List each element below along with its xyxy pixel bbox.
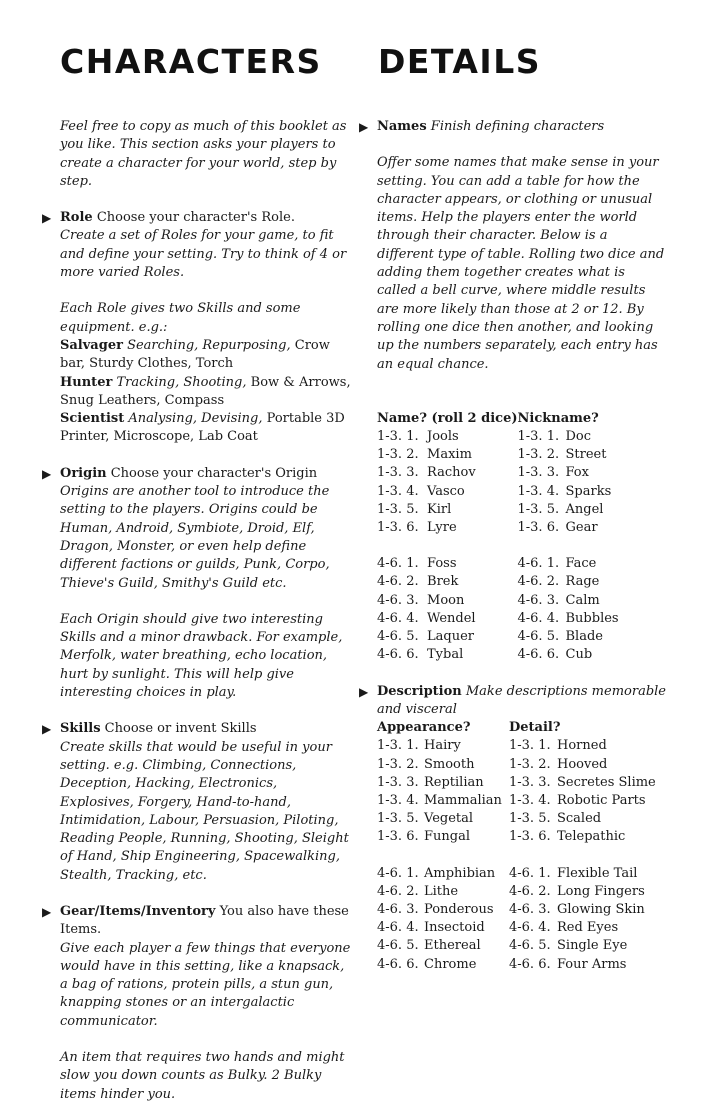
result-a: Insectoid [424,920,485,936]
table-row [377,592,619,610]
table-row [377,501,619,519]
result-a: Laquer [427,629,475,645]
table-row [377,792,656,810]
roll-a: 4-6. 2. [377,574,419,590]
roll-a: 4-6. 5. [377,938,419,954]
result-b: Calm [565,592,600,608]
result-a: Jools [427,429,459,445]
names-header-a: Name? (roll 2 dice) [377,410,518,426]
result-b: Long Fingers [557,883,645,899]
roll-b: 1-3. 3. [517,465,560,481]
roll-b: 4-6. 2. [509,883,551,899]
result-b: Flexible Tail [557,865,638,881]
roll-b: 1-3. 4. [517,483,560,499]
result-a: Fungal [424,829,470,845]
roll-b: 1-3. 2. [509,756,551,772]
result-a: Lithe [424,883,459,899]
result-b: Horned [557,738,607,754]
result-b: Robotic Parts [557,792,646,808]
result-a: Wendel [427,610,476,626]
roll-a: 4-6. 1. [377,556,419,572]
roll-a: 4-6. 4. [377,610,419,626]
result-b: Telepathic [557,829,626,845]
gear-desc2: An item that requires two hands and might slow you down counts as Bulky. 2 Bulky items hinder you. [60,1050,345,1102]
table-row [377,883,656,901]
description-section [359,683,667,720]
names-table [377,410,619,665]
roll-a: 4-6. 5. [377,629,419,645]
table-row [377,810,656,828]
result-b: Cub [565,647,593,663]
origin-desc: Origins are another tool to introduce the setting to the players. Origins could be Human, Android, Symbiote, Droid, Elf, Dragon, Monster, or even help define different factions or guilds, Punk, Corpo, Thieve's Guild, Smithy's Guild etc. [60,484,330,591]
roll-a: 1-3. 4. [377,792,419,808]
result-b: Angel [565,501,604,517]
result-b: Gear [565,520,598,536]
table-header [377,719,656,737]
table-row [377,865,656,883]
result-b: Hooved [557,756,608,772]
table-row [377,428,619,446]
result-a: Ponderous [424,901,494,917]
arrow-icon: ▶ [359,684,369,699]
result-a: Maxim [427,447,472,463]
roll-b: 4-6. 5. [517,629,560,645]
table-row [377,919,656,937]
page-title-details: DETAILS [378,42,541,81]
roll-a: 1-3. 5. [377,811,419,827]
skills-subtitle: Choose or invent Skills [104,721,257,737]
result-a: Vegetal [424,811,474,827]
names-label: Names [377,119,427,134]
table-row [377,573,619,591]
roll-b: 4-6. 1. [517,556,560,572]
gear-subtitle: You also have these Items. [60,903,349,938]
roll-a: 4-6. 6. [377,647,419,663]
gear-section [42,903,352,940]
result-b: Blade [565,629,603,645]
result-b: Red Eyes [557,920,619,936]
role-example: Scientist Analysing, Devising, Portable 3D Printer, Microscope, Lab Coat [60,411,345,445]
roll-a: 1-3. 5. [377,501,419,517]
roll-b: 1-3. 6. [509,829,551,845]
left-column [42,118,352,1104]
roll-b: 4-6. 5. [509,938,551,954]
result-a: Hairy [424,738,461,754]
roll-b: 4-6. 2. [517,574,560,590]
roll-b: 1-3. 1. [509,738,551,754]
roll-a: 4-6. 3. [377,592,419,608]
table-row [377,774,656,792]
roll-b: 1-3. 5. [509,811,551,827]
roll-b: 4-6. 1. [509,865,551,881]
roll-b: 1-3. 6. [517,520,560,536]
origin-label: Origin [60,465,107,481]
result-a: Amphibian [424,865,496,881]
roll-a: 1-3. 2. [377,756,419,772]
result-a: Mammalian [424,792,502,808]
table-row [377,956,656,974]
result-b: Single Eye [557,938,628,954]
table-row [377,610,619,628]
roll-a: 4-6. 1. [377,865,419,881]
roll-b: 4-6. 4. [509,920,551,936]
skills-section [42,720,352,738]
result-a: Kirl [427,501,452,517]
roll-b: 1-3. 3. [509,774,551,790]
result-a: Brek [427,574,459,590]
arrow-icon: ▶ [42,211,52,226]
roll-b: 4-6. 3. [517,592,560,608]
roll-a: 1-3. 1. [377,429,419,445]
result-b: Fox [565,465,589,481]
table-row [377,937,656,955]
roll-b: 1-3. 1. [517,429,560,445]
roll-a: 1-3. 4. [377,483,419,499]
result-a: Reptilian [424,774,484,790]
origin-desc2: Each Origin should give two interesting Skills and a minor drawback. For example, Merfolk, water breathing, echo location, hurt by sunlight. This will help give interesting choices in play. [60,611,343,701]
table-row [377,901,656,919]
roll-a: 4-6. 4. [377,920,419,936]
result-b: Sparks [565,483,612,499]
roll-b: 4-6. 3. [509,901,551,917]
arrow-icon: ▶ [359,120,369,134]
result-b: Four Arms [557,956,627,972]
roll-a: 1-3. 6. [377,829,419,845]
table-row [377,446,619,464]
roll-a: 4-6. 3. [377,901,419,917]
page-title-characters: CHARACTERS [60,42,322,81]
table-row [377,828,656,846]
names-subtitle: Finish defining characters [430,119,605,134]
role-subtitle: Choose your character's Role. [96,210,295,226]
role-label: Role [60,210,93,226]
result-a: Ethereal [424,938,481,954]
roll-a: 1-3. 3. [377,465,419,481]
names-section [359,118,667,136]
result-a: Smooth [424,756,475,772]
arrow-icon: ▶ [42,722,52,737]
roll-a: 4-6. 6. [377,956,419,972]
result-b: Glowing Skin [557,901,645,917]
role-desc: Create a set of Roles for your game, to fit and define your setting. Try to think of 4 or more varied Roles. [60,228,347,281]
result-a: Moon [427,592,465,608]
result-b: Bubbles [565,610,619,626]
table-row [377,737,656,755]
result-a: Chrome [424,956,477,972]
table-row [377,555,619,573]
roll-b: 1-3. 4. [509,792,551,808]
table-row [377,628,619,646]
roll-b: 4-6. 6. [517,647,560,663]
roll-b: 4-6. 6. [509,956,551,972]
description-table [377,719,656,974]
names-header-b: Nickname? [517,410,599,426]
names-desc: Offer some names that make sense in your setting. You can add a table for how the character appears, or clothing or unusual items. Help the players enter the world through their character. Below is a different type of table. Rolling two dice and adding them together creates what is called a bell curve, where middle results are more likely than those at 2 or 12. By rolling one dice then another, and looking up the numbers separately, each entry has an equal chance. [377,155,665,372]
result-b: Street [565,447,607,463]
result-a: Foss [427,556,457,572]
roll-b: 4-6. 4. [517,610,560,626]
roll-a: 1-3. 6. [377,520,419,536]
intro-text: Feel free to copy as much of this booklet as you like. This section asks your players to create a character for your world, step by step. [60,119,347,189]
result-b: Rage [565,574,600,590]
table-row [377,519,619,537]
gear-desc: Give each player a few things that everyone would have in this setting, like a knapsack, a bag of rations, protein pills, a stun gun, knapping stones or an intergalactic communicator. [60,940,351,1029]
roll-b: 1-3. 5. [517,501,560,517]
roll-a: 1-3. 2. [377,447,419,463]
result-b: Doc [565,429,592,445]
result-a: Vasco [427,483,465,499]
result-b: Face [565,556,597,572]
result-b: Secretes Slime [557,774,656,790]
right-column [359,118,667,974]
result-b: Scaled [557,811,602,827]
result-a: Tybal [427,647,464,663]
table-row [377,646,619,664]
skills-desc: Create skills that would be useful in your setting. e.g. Climbing, Connections, Deception, Hacking, Electronics, Explosives, Forgery, Hand-to-hand, Intimidation, Labour, Persuasion, Piloting, Reading People, Running, Shooting, Sleight of Hand, Ship Engineering, Spacewalking, Stealth, Tracking, etc. [60,739,349,883]
table-row [377,756,656,774]
gear-label: Gear/Items/Inventory [60,903,216,919]
roll-b: 1-3. 2. [517,447,560,463]
desc-header-a: Appearance? [377,720,471,736]
roll-a: 1-3. 1. [377,738,419,754]
roll-a: 1-3. 3. [377,774,419,790]
arrow-icon: ▶ [42,466,52,481]
table-row [377,464,619,482]
result-a: Rachov [427,465,476,481]
roll-a: 4-6. 2. [377,883,419,899]
table-header [377,410,619,428]
desc-header-b: Detail? [509,720,561,736]
origin-section [42,465,352,483]
description-label: Description [377,683,462,699]
role-intro2: Each Role gives two Skills and some equipment. e.g.: [60,301,301,335]
origin-subtitle: Choose your character's Origin [110,465,318,481]
arrow-icon: ▶ [42,904,52,919]
result-a: Lyre [427,520,457,536]
skills-label: Skills [60,721,101,737]
role-example: Hunter Tracking, Shooting, Bow & Arrows, Snug Leathers, Compass [60,374,351,408]
role-section [42,209,352,227]
table-row [377,483,619,501]
role-example: Salvager Searching, Repurposing, Crow bar, Sturdy Clothes, Torch [60,337,330,372]
description-subtitle: Make descriptions memorable and visceral [377,683,666,717]
